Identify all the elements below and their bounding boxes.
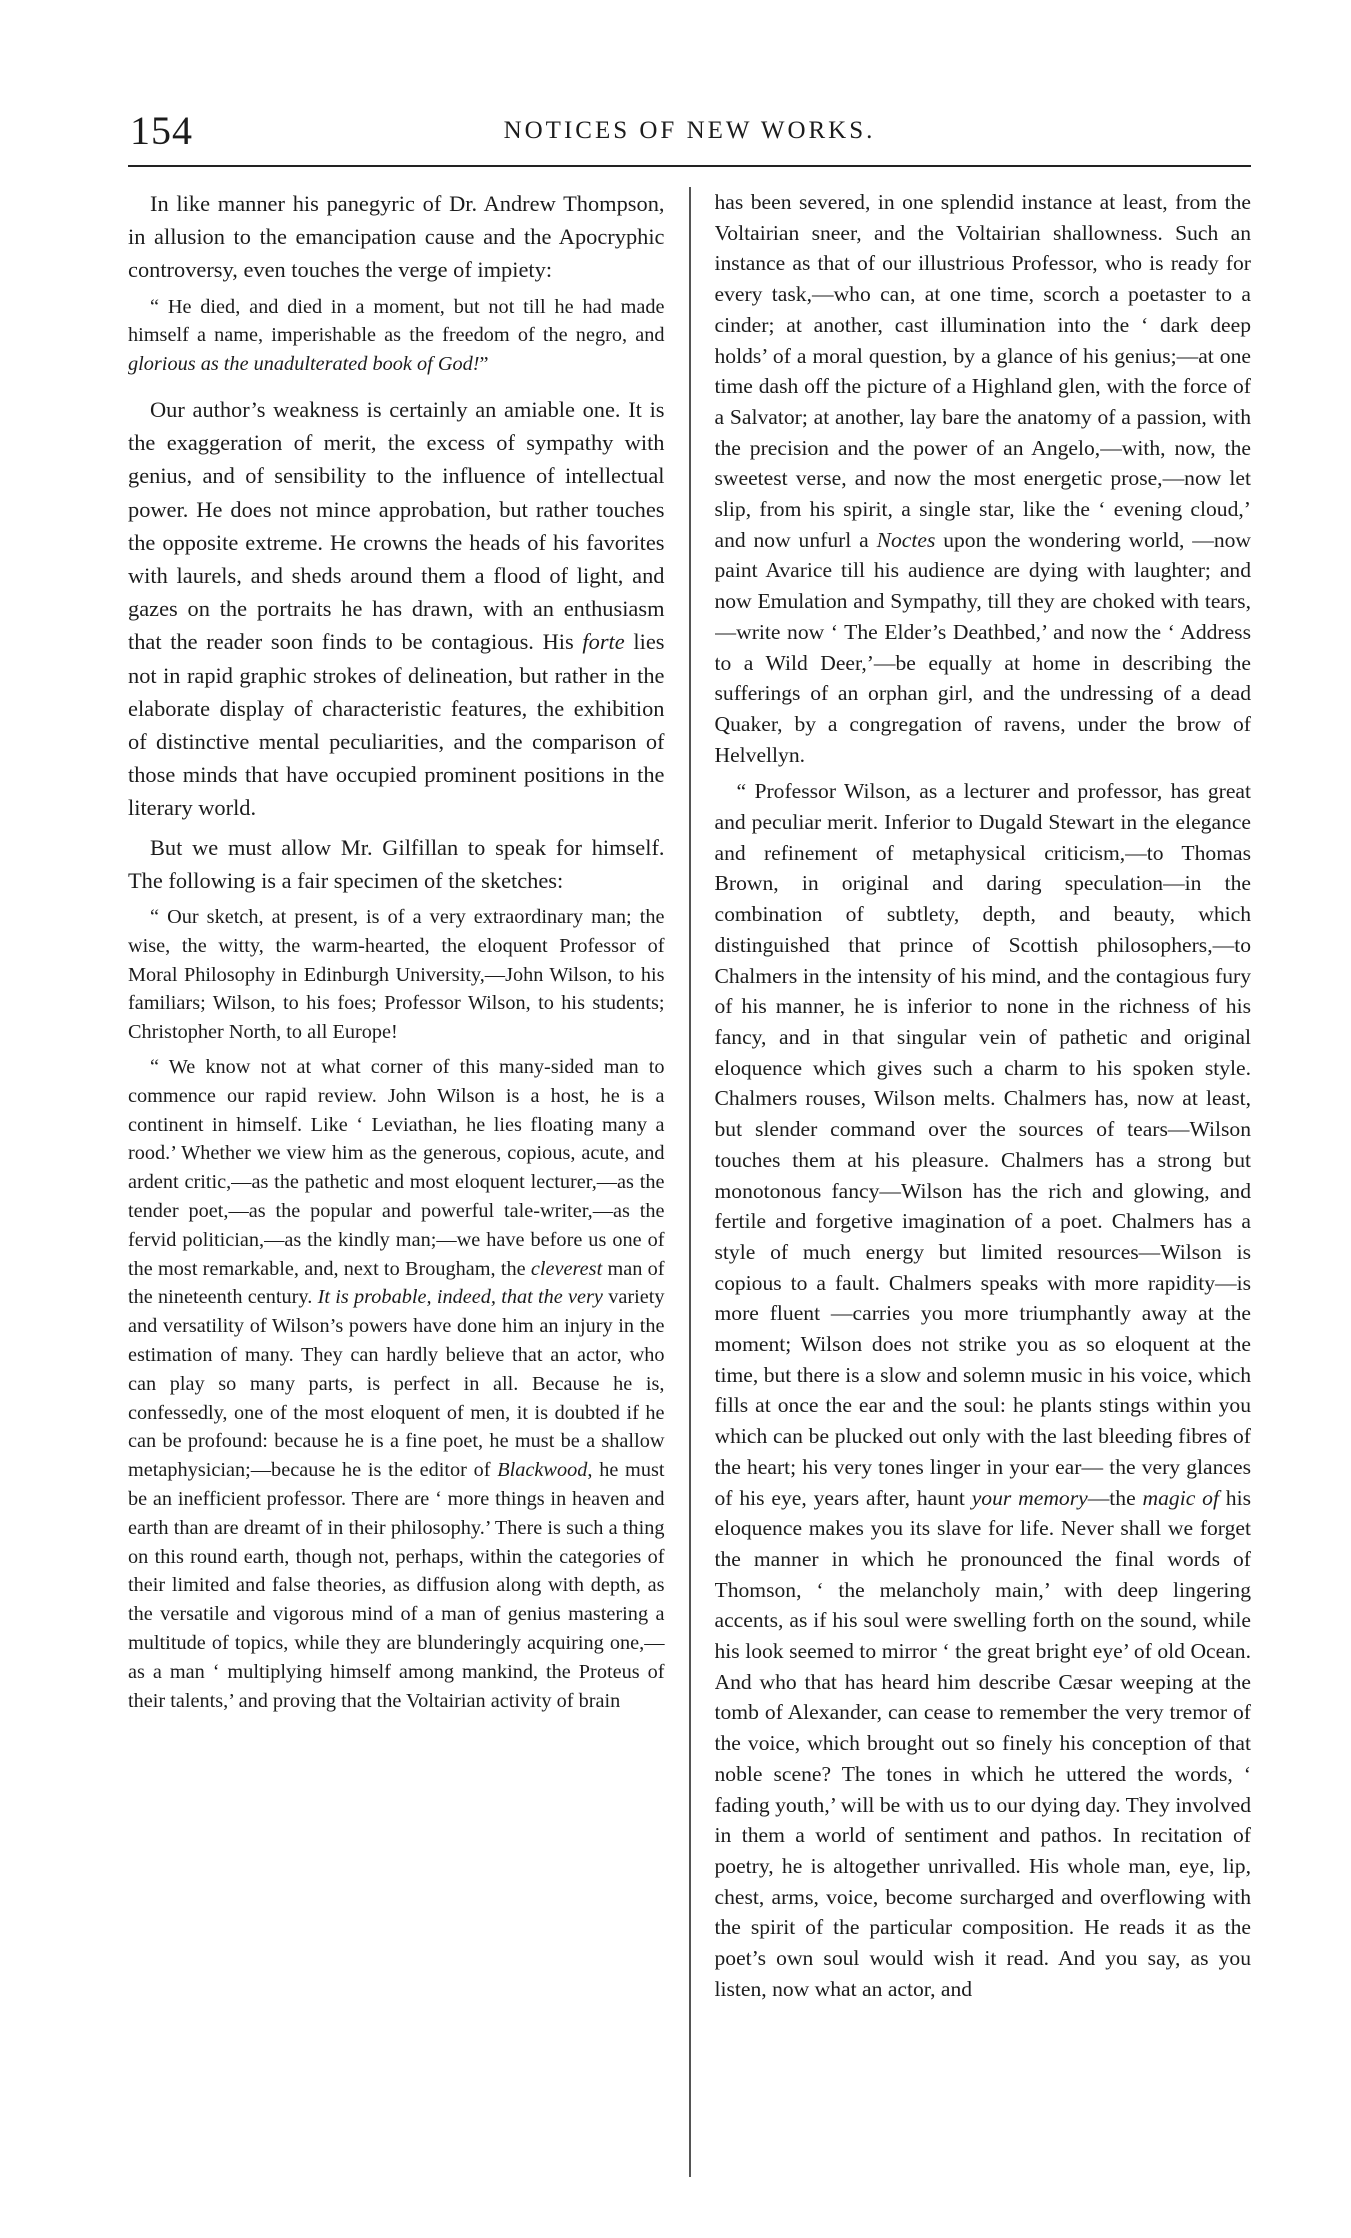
paragraph: Our author’s weakness is certainly an amiable one. It is the exaggeration of merit, the excess of sympathy with genius, and of sensibility to the influence of intellectual power. He does not mince approbation, but rather touches the opposite extreme. He crowns the heads of his favorites with laurels, and sheds around them a flood of light, and gazes on the portraits he has drawn, with an enthusiasm that the reader soon finds to be contagious. His forte lies not in rapid graphic strokes of delineation, but rather in the elaborate display of characteristic features, the exhibition of distinctive mental peculiarities, and the comparison of those minds that have occupied prominent positions in the literary world. (128, 397, 665, 821)
block-quote: “ He died, and died in a moment, but not till he had made himself a name, imperishable as the freedom of the negro, and glorious as the unadulterated book of God!” (128, 295, 665, 376)
paragraph: In like manner his panegyric of Dr. Andrew Thompson, in allusion to the emancipation cause and the Apocryphic controversy, even touches the verge of impiety: (128, 191, 665, 283)
column-divider (689, 187, 691, 2177)
block-quote: “ Our sketch, at present, is of a very extraordinary man; the wise, the witty, the warm-hearted, the eloquent Professor of Moral Philosophy in Edinburgh University,—John Wilson, to his familiars; Wilson, to his foes; Professor Wilson, to his students; Christopher North, to all Europe! (128, 906, 665, 1044)
right-column (715, 187, 1252, 2177)
page-header (128, 105, 1251, 167)
left-column (128, 187, 665, 2177)
running-title: NOTICES OF NEW WORKS. (503, 117, 876, 144)
text-columns (128, 187, 1251, 2177)
page-number: 154 (130, 108, 193, 153)
paragraph: has been severed, in one splendid instance at least, from the Voltairian sneer, and the Voltairian shallowness. Such an instance as that of our illustrious Professor, who is ready for every task,—who can, at one time, scorch a poetaster to a cinder; at another, cast illumination into the ‘ dark deep holds’ of a moral question, by a glance of his genius;—at one time dash off the picture of a Highland glen, with the force of a Salvator; at another, lay bare the anatomy of a passion, with the precision and the power of an Angelo,—with, now, the sweetest verse, and now the most energetic prose,—now let slip, from his spirit, a single star, like the ‘ evening cloud,’ and now unfurl a Noctes upon the wondering world, —now paint Avarice till his audience are dying with laughter; and now Emulation and Sympathy, till they are choked with tears,—write now ‘ The Elder’s Deathbed,’ and now the ‘ Address to a Wild Deer,’—be equally at home in describing the sufferings of an orphan girl, and the undressing of a dead Quaker, by a congregation of ravens, under the brow of Helvellyn. (714, 190, 1251, 767)
block-quote: “ Professor Wilson, as a lecturer and professor, has great and peculiar merit. Inferior to Dugald Stewart in the elegance and refinement of metaphysical criticism,—to Thomas Brown, in original and daring speculation—in the combination of subtlety, depth, and beauty, which distinguished that prince of Scottish philosophers,—to Chalmers in the intensity of his mind, and the contagious fury of his manner, he is inferior to none in the richness of his fancy, and in that singular vein of pathetic and original eloquence which gives such a charm to his spoken style. Chalmers rouses, Wilson melts. Chalmers has, now at least, but slender command over the sources of tears—Wilson touches them at his pleasure. Chalmers has a strong but monotonous fancy—Wilson has the rich and glowing, and fertile and forgetive imagination of a poet. Chalmers has a style of much energy but limited resources—Wilson is copious to a fault. Chalmers speaks with more rapidity—is more fluent —carries you more triumphantly away at the moment; Wilson does not strike you as so eloquent at the time, but there is a slow and solemn music in his voice, which fills at once the ear and the soul: he plants stings within you which can be plucked out only with the last bleeding fibres of the heart; his very tones linger in your ear— the very glances of his eye, years after, haunt your memory—the magic of his eloquence makes you its slave for life. Never shall we forget the manner in which he pronounced the final words of Thomson, ‘ the melancholy main,’ with deep lingering accents, as if his soul were swelling forth on the sound, while his look seemed to mirror ‘ the great bright eye’ of old Ocean. And who that has heard him describe Cæsar weeping at the tomb of Alexander, can cease to remember the very tremor of the voice, which brought out so finely his conception of that noble scene? The tones in which he uttered the words, ‘ fading youth,’ will be with us to our dying day. They involved in them a world of sentiment and pathos. In recitation of poetry, he is altogether unrivalled. His whole man, eye, lip, chest, arms, voice, become surcharged and overflowing with the spirit of the particular composition. He reads it as the poet’s own soul would wish it read. And you say, as you listen, now what an actor, and (714, 779, 1251, 2001)
block-quote: “ We know not at what corner of this many-sided man to commence our rapid review. John Wilson is a host, he is a continent in himself. Like ‘ Leviathan, he lies floating many a rood.’ Whether we view him as the generous, copious, acute, and ardent critic,—as the pathetic and most eloquent lecturer,—as the tender poet,—as the popular and powerful tale-writer,—as the fervid politician,—as the kindly man;—we have before us one of the most remarkable, and, next to Brougham, the cleverest man of the nineteenth century. It is probable, indeed, that the very variety and versatility of Wilson’s powers have done him an injury in the estimation of many. They can hardly believe that an actor, who can play so many parts, is perfect in all. Because he is, confessedly, one of the most eloquent of men, it is doubted if he can be profound: because he is a fine poet, he must be a shallow metaphysician;—because he is the editor of Blackwood, he must be an inefficient professor. There are ‘ more things in heaven and earth than are dreamt of in their philosophy.’ There is such a thing on this round earth, though not, perhaps, within the categories of their limited and false theories, as diffusion along with depth, as the versatile and vigorous mind of a man of genius mastering a multitude of topics, while they are blunderingly acquiring one,—as a man ‘ multiplying himself among mankind, the Proteus of their talents,’ and proving that the Voltairian activity of brain (128, 1056, 665, 1712)
paragraph: But we must allow Mr. Gilfillan to speak for himself. The following is a fair specimen of the sketches: (128, 834, 665, 893)
